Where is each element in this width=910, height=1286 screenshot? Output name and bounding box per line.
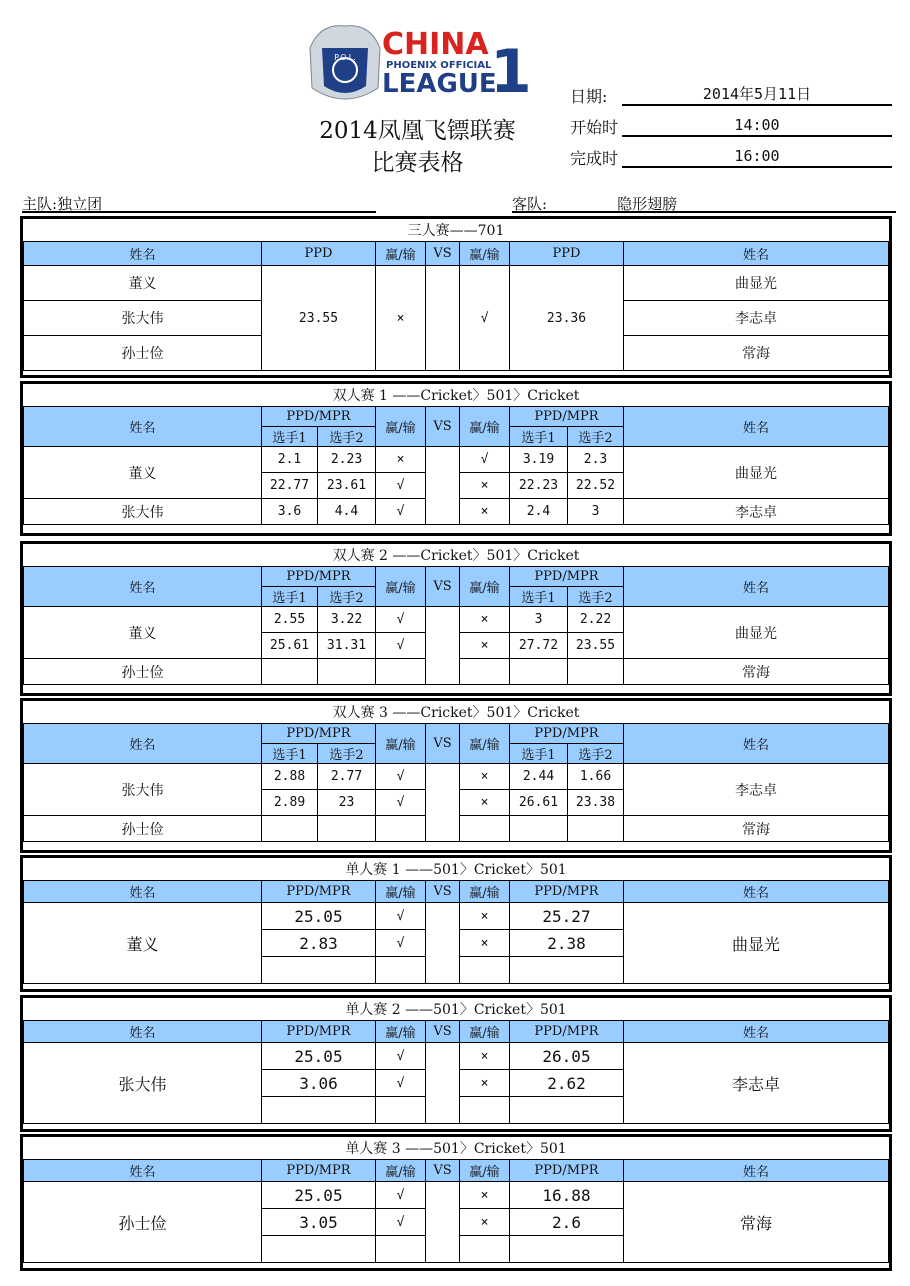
home-player: 董义 <box>24 903 262 984</box>
away-player: 曲显光 <box>624 447 889 499</box>
away-score: 2.6 <box>510 1209 624 1236</box>
home-player: 张大伟 <box>24 499 262 525</box>
home-result <box>376 816 426 842</box>
header-name: 姓名 <box>24 1021 262 1043</box>
header-name: 姓名 <box>624 407 889 447</box>
home-result: √ <box>376 1070 426 1097</box>
away-player: 李志卓 <box>624 301 889 336</box>
away-result: × <box>460 473 510 499</box>
home-player: 孙士俭 <box>24 659 262 685</box>
header-ppdmpr: PPD/MPR <box>262 567 376 587</box>
header-player1: 选手1 <box>262 427 318 447</box>
away-p2-score <box>568 816 624 842</box>
away-p2-score: 23.55 <box>568 633 624 659</box>
header-ppd: PPD <box>262 242 376 266</box>
away-p1-score: 22.23 <box>510 473 568 499</box>
away-score: 2.38 <box>510 930 624 957</box>
away-p2-score: 3 <box>568 499 624 525</box>
away-score: 2.62 <box>510 1070 624 1097</box>
away-result: × <box>460 790 510 816</box>
header-player2: 选手2 <box>318 744 376 764</box>
home-player: 孙士俭 <box>24 1182 262 1263</box>
away-result <box>460 1236 510 1263</box>
header-winloss: 赢/输 <box>460 407 510 447</box>
home-result: √ <box>376 473 426 499</box>
away-p2-score <box>568 659 624 685</box>
header-player2: 选手2 <box>568 587 624 607</box>
league-logo <box>300 18 530 110</box>
home-result: √ <box>376 1043 426 1070</box>
home-result: √ <box>376 903 426 930</box>
home-score: 2.83 <box>262 930 376 957</box>
header-ppdmpr: PPD/MPR <box>510 881 624 903</box>
away-p1-score: 26.61 <box>510 790 568 816</box>
header-vs: VS <box>426 242 460 266</box>
vs-cell <box>426 607 460 685</box>
home-result: × <box>376 447 426 473</box>
header-name: 姓名 <box>24 242 262 266</box>
header-winloss: 赢/输 <box>376 724 426 764</box>
away-result <box>460 816 510 842</box>
away-result <box>460 1097 510 1124</box>
header-winloss: 赢/输 <box>376 407 426 447</box>
header-player2: 选手2 <box>568 427 624 447</box>
header-vs: VS <box>426 881 460 903</box>
doubles-match-section <box>20 381 892 536</box>
away-team-name: 隐形翅膀 <box>617 195 678 213</box>
home-player: 董义 <box>24 266 262 301</box>
home-p1-score: 2.1 <box>262 447 318 473</box>
vs-cell <box>426 764 460 842</box>
home-p1-score: 3.6 <box>262 499 318 525</box>
away-p1-score: 3 <box>510 607 568 633</box>
home-result: × <box>376 266 426 371</box>
doubles-match-section <box>20 698 892 853</box>
away-result: × <box>460 1209 510 1236</box>
away-p1-score: 2.44 <box>510 764 568 790</box>
header-player1: 选手1 <box>510 587 568 607</box>
header-winloss: 赢/输 <box>460 1160 510 1182</box>
away-result: × <box>460 633 510 659</box>
svg-text:CHINA: CHINA <box>382 27 489 62</box>
away-p1-score <box>510 816 568 842</box>
home-player: 张大伟 <box>24 301 262 336</box>
header-winloss: 赢/输 <box>460 724 510 764</box>
header-ppdmpr: PPD/MPR <box>262 881 376 903</box>
away-score: 16.88 <box>510 1182 624 1209</box>
header-vs: VS <box>426 724 460 764</box>
home-score <box>262 1236 376 1263</box>
header-winloss: 赢/输 <box>376 1021 426 1043</box>
home-player: 张大伟 <box>24 1043 262 1124</box>
header-player1: 选手1 <box>262 587 318 607</box>
home-p1-score <box>262 816 318 842</box>
away-score <box>510 1236 624 1263</box>
away-player: 常海 <box>624 659 889 685</box>
header-winloss: 赢/输 <box>460 881 510 903</box>
home-p1-score <box>262 659 318 685</box>
header-ppdmpr: PPD/MPR <box>262 724 376 744</box>
away-score <box>510 957 624 984</box>
home-p2-score: 2.23 <box>318 447 376 473</box>
away-score: 25.27 <box>510 903 624 930</box>
home-team-name: 独立团 <box>57 195 103 213</box>
home-p1-score: 2.88 <box>262 764 318 790</box>
doubles-match-title: 双人赛 1 ——Cricket〉501〉Cricket <box>24 384 889 407</box>
date-value: 2014年5月11日 <box>622 84 892 106</box>
header-vs: VS <box>426 1160 460 1182</box>
singles-match-title: 单人赛 1 ——501〉Cricket〉501 <box>24 858 889 881</box>
header-name: 姓名 <box>24 1160 262 1182</box>
away-result: √ <box>460 447 510 473</box>
svg-text:1: 1 <box>490 37 530 107</box>
header-ppdmpr: PPD/MPR <box>510 1160 624 1182</box>
away-p2-score: 22.52 <box>568 473 624 499</box>
home-result: √ <box>376 764 426 790</box>
away-team <box>512 193 896 213</box>
away-p1-score: 2.4 <box>510 499 568 525</box>
away-p2-score: 2.3 <box>568 447 624 473</box>
vs-cell <box>426 1043 460 1124</box>
start-time-value: 14:00 <box>622 115 892 137</box>
header-player2: 选手2 <box>568 744 624 764</box>
singles-match-title: 单人赛 3 ——501〉Cricket〉501 <box>24 1137 889 1160</box>
vs-cell <box>426 266 460 371</box>
svg-text:P.O.L.: P.O.L. <box>334 53 356 62</box>
home-score: 3.05 <box>262 1209 376 1236</box>
vs-cell <box>426 903 460 984</box>
singles-match-section <box>20 1134 892 1271</box>
header-ppdmpr: PPD/MPR <box>510 567 624 587</box>
home-result <box>376 1097 426 1124</box>
away-result: × <box>460 607 510 633</box>
away-p2-score: 2.22 <box>568 607 624 633</box>
header-player1: 选手1 <box>510 744 568 764</box>
singles-match-section <box>20 995 892 1132</box>
header-ppdmpr: PPD/MPR <box>262 407 376 427</box>
home-p2-score: 3.22 <box>318 607 376 633</box>
vs-cell <box>426 1182 460 1263</box>
away-p1-score <box>510 659 568 685</box>
home-score: 25.05 <box>262 903 376 930</box>
header-vs: VS <box>426 407 460 447</box>
away-p2-score: 1.66 <box>568 764 624 790</box>
start-time-label: 开始时 <box>570 118 619 137</box>
away-p1-score: 27.72 <box>510 633 568 659</box>
header-ppdmpr: PPD/MPR <box>510 407 624 427</box>
header-ppdmpr: PPD/MPR <box>510 724 624 744</box>
header-player2: 选手2 <box>318 427 376 447</box>
header-winloss: 赢/输 <box>460 1021 510 1043</box>
away-result: × <box>460 1182 510 1209</box>
doubles-match-title: 双人赛 2 ——Cricket〉501〉Cricket <box>24 544 889 567</box>
home-score: 25.05 <box>262 1043 376 1070</box>
home-result: √ <box>376 930 426 957</box>
date-label: 日期: <box>570 87 608 106</box>
home-result <box>376 957 426 984</box>
home-player: 董义 <box>24 607 262 659</box>
away-result: × <box>460 903 510 930</box>
away-result: √ <box>460 266 510 371</box>
away-result <box>460 659 510 685</box>
header-name: 姓名 <box>624 242 889 266</box>
away-result: × <box>460 1070 510 1097</box>
header-winloss: 赢/输 <box>460 242 510 266</box>
triple-match-title: 三人赛——701 <box>24 219 889 242</box>
header-name: 姓名 <box>24 881 262 903</box>
svg-text:LEAGUE: LEAGUE <box>382 69 497 99</box>
home-p2-score: 4.4 <box>318 499 376 525</box>
home-p1-score: 22.77 <box>262 473 318 499</box>
doubles-match-section <box>20 541 892 696</box>
header-ppdmpr: PPD/MPR <box>262 1021 376 1043</box>
away-team-label: 客队: <box>512 195 548 213</box>
away-player: 李志卓 <box>624 499 889 525</box>
home-team <box>22 193 376 213</box>
header-player2: 选手2 <box>318 587 376 607</box>
away-player: 曲显光 <box>624 903 889 984</box>
header-ppdmpr: PPD/MPR <box>510 1021 624 1043</box>
home-p2-score: 31.31 <box>318 633 376 659</box>
event-title: 2014凤凰飞镖联赛 <box>319 118 516 144</box>
header-player1: 选手1 <box>262 744 318 764</box>
header-name: 姓名 <box>624 724 889 764</box>
home-result: √ <box>376 1182 426 1209</box>
home-result <box>376 1236 426 1263</box>
header-ppd: PPD <box>510 242 624 266</box>
header-name: 姓名 <box>24 407 262 447</box>
away-result: × <box>460 930 510 957</box>
home-player: 董义 <box>24 447 262 499</box>
form-title: 比赛表格 <box>371 150 464 176</box>
home-score: 3.06 <box>262 1070 376 1097</box>
away-player: 常海 <box>624 816 889 842</box>
home-p1-score: 25.61 <box>262 633 318 659</box>
header-ppdmpr: PPD/MPR <box>262 1160 376 1182</box>
home-p1-score: 2.89 <box>262 790 318 816</box>
header-name: 姓名 <box>624 1021 889 1043</box>
singles-match-section <box>20 855 892 992</box>
doubles-match-title: 双人赛 3 ——Cricket〉501〉Cricket <box>24 701 889 724</box>
away-p1-score: 3.19 <box>510 447 568 473</box>
away-player: 李志卓 <box>624 1043 889 1124</box>
end-time-label: 完成时 <box>570 149 619 168</box>
header-name: 姓名 <box>624 881 889 903</box>
header-name: 姓名 <box>624 1160 889 1182</box>
away-player: 曲显光 <box>624 266 889 301</box>
header-vs: VS <box>426 567 460 607</box>
home-result: √ <box>376 790 426 816</box>
home-result: √ <box>376 1209 426 1236</box>
away-result: × <box>460 764 510 790</box>
home-p2-score: 23.61 <box>318 473 376 499</box>
away-player: 常海 <box>624 1182 889 1263</box>
end-time-value: 16:00 <box>622 146 892 168</box>
away-player: 常海 <box>624 336 889 371</box>
away-player: 曲显光 <box>624 607 889 659</box>
home-result: √ <box>376 633 426 659</box>
home-score: 25.05 <box>262 1182 376 1209</box>
home-p2-score: 2.77 <box>318 764 376 790</box>
away-score <box>510 1097 624 1124</box>
away-player: 李志卓 <box>624 764 889 816</box>
home-result <box>376 659 426 685</box>
away-ppd: 23.36 <box>510 266 624 371</box>
header-winloss: 赢/输 <box>376 242 426 266</box>
home-team-label: 主队: <box>22 195 58 213</box>
header-winloss: 赢/输 <box>376 1160 426 1182</box>
header-winloss: 赢/输 <box>376 881 426 903</box>
away-result <box>460 957 510 984</box>
home-score <box>262 1097 376 1124</box>
header-winloss: 赢/输 <box>460 567 510 607</box>
away-score: 26.05 <box>510 1043 624 1070</box>
away-result: × <box>460 1043 510 1070</box>
header-name: 姓名 <box>24 567 262 607</box>
header-player1: 选手1 <box>510 427 568 447</box>
away-p2-score: 23.38 <box>568 790 624 816</box>
home-p1-score: 2.55 <box>262 607 318 633</box>
header-name: 姓名 <box>624 567 889 607</box>
home-score <box>262 957 376 984</box>
home-player: 张大伟 <box>24 764 262 816</box>
home-p2-score <box>318 659 376 685</box>
home-ppd: 23.55 <box>262 266 376 371</box>
home-player: 孙士俭 <box>24 816 262 842</box>
home-result: √ <box>376 499 426 525</box>
home-p2-score <box>318 816 376 842</box>
vs-cell <box>426 447 460 525</box>
header-vs: VS <box>426 1021 460 1043</box>
home-p2-score: 23 <box>318 790 376 816</box>
home-player: 孙士俭 <box>24 336 262 371</box>
svg-text:PHOENIX OFFICIAL: PHOENIX OFFICIAL <box>386 60 492 71</box>
header-name: 姓名 <box>24 724 262 764</box>
home-result: √ <box>376 607 426 633</box>
singles-match-title: 单人赛 2 ——501〉Cricket〉501 <box>24 998 889 1021</box>
header-winloss: 赢/输 <box>376 567 426 607</box>
triple-match-section <box>20 216 892 378</box>
away-result: × <box>460 499 510 525</box>
